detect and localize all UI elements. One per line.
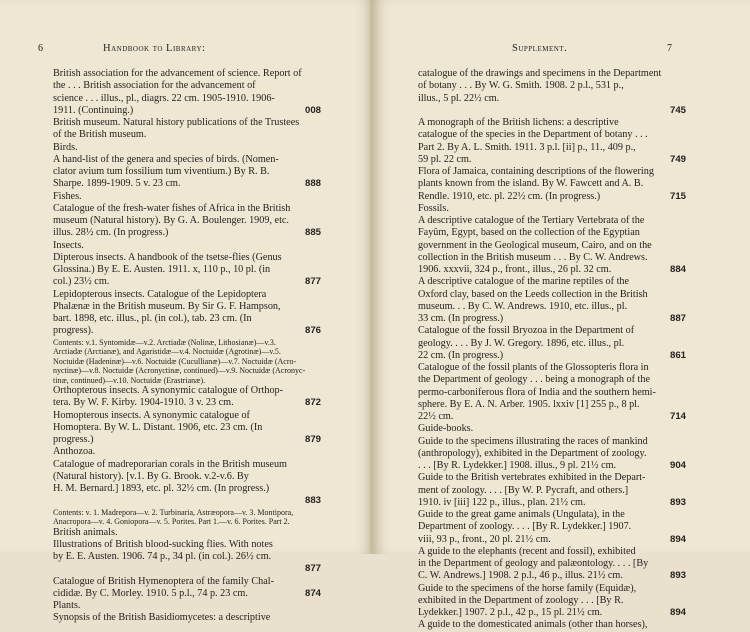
line-text: C. W. Andrews.] 1908. 2 p.l., 46 p., illus. 21½ cm. <box>418 570 623 582</box>
contents-note-line <box>53 347 321 357</box>
text-line <box>418 509 686 521</box>
text-line <box>418 497 686 509</box>
text-line <box>53 240 321 252</box>
line-text: Catalogue of the fresh-water fishes of Africa in the British <box>53 202 291 214</box>
line-text: Catalogue of madreporarian corals in the British museum <box>53 458 287 470</box>
line-text: 1906. xxxvii, 324 p., front., illus., 26 pl. 32 cm. <box>418 264 612 275</box>
text-line <box>418 252 686 264</box>
text-line <box>418 301 686 313</box>
call-number: 714 <box>669 411 686 422</box>
line-text: Lydekker.] 1907. 2 p.l., 42 p., 15 pl. 21½ cm. <box>418 607 603 618</box>
line-text: 22½ cm. <box>418 411 454 422</box>
page-number: 7 <box>667 43 672 54</box>
running-head: Supplement. <box>512 43 568 54</box>
line-text: British association for the advancement of science. Report of <box>53 68 302 79</box>
call-number: 893 <box>669 496 686 508</box>
line-text: Part 2. By A. L. Smith. 1911. 3 p.l. [ii] p., 11., 409 p., <box>418 141 636 153</box>
text-line <box>418 227 686 239</box>
line-text: by E. E. Austen. 1906. 74 p., 34 pl. (in col.). 26½ cm. <box>53 551 272 562</box>
text-line <box>53 289 321 301</box>
call-number: 885 <box>304 227 321 239</box>
call-number: 893 <box>669 570 686 582</box>
line-text: Homoptera. By W. L. Distant. 1906, etc. 23 cm. (In <box>53 421 263 433</box>
line-text: Contents: v. 1. Madrepora—v. 2. Turbinaria, Astræopora—v. 3. Montipora, <box>53 507 294 517</box>
line-text: Plants. <box>53 600 81 611</box>
line-text: permo-carboniferous flora of India and the southern hemi- <box>418 386 656 398</box>
call-number: 894 <box>669 607 686 618</box>
line-text: exhibited in the Department of zoology . . . [By R. <box>418 594 624 606</box>
line-text: A guide to the elephants (recent and fossil), exhibited <box>418 545 636 557</box>
call-number: 888 <box>304 178 321 190</box>
call-number: 879 <box>304 434 321 445</box>
line-text: of botany . . . By W. G. Smith. 1908. 2 p.l., 531 p., <box>418 80 624 92</box>
line-text: clator avium tum fossilium tum viventium.) By R. B. <box>53 166 270 177</box>
line-text: A guide to the domesticated animals (other than horses), <box>418 619 648 631</box>
call-number: 877 <box>304 276 321 288</box>
line-text: Guide-books. <box>418 423 474 435</box>
line-text: catalogue of the drawings and specimens in the Department <box>418 68 662 79</box>
line-text: Orthopterous insects. A synonymic catalogue of Orthop- <box>53 385 284 396</box>
line-text: Guide to the British vertebrates exhibited in the Depart- <box>418 472 646 484</box>
text-line <box>418 472 686 484</box>
line-text: H. M. Bernard.] 1893, etc. pl. 32½ cm. (In progress.) <box>53 483 270 494</box>
text-line <box>53 600 321 612</box>
text-column <box>53 68 321 625</box>
text-line <box>53 129 321 141</box>
text-line <box>53 178 321 190</box>
running-head: Handbook to Library: <box>103 43 206 54</box>
line-text: A descriptive catalogue of the Tertiary Vertebrata of the <box>418 215 645 226</box>
call-number: 894 <box>669 533 686 545</box>
text-line <box>418 460 686 472</box>
line-text: science . . . illus., pl., diagrs. 22 cm. 1905-1910. 1906- <box>53 92 275 104</box>
text-line <box>418 203 686 215</box>
line-text: . . . [By R. Lydekker.] 1908. illus., 9 pl. 21½ cm. <box>418 460 617 471</box>
text-line <box>53 264 321 276</box>
text-line <box>418 619 686 631</box>
text-line <box>53 313 321 325</box>
line-text: sphere. By E. A. N. Arber. 1905. lxxiv [1] 255 p., 8 pl. <box>418 398 640 410</box>
line-text: viii, 93 p., front., 20 pl. 21½ cm. <box>418 533 551 545</box>
line-text: museum (Natural history). By G. A. Boulenger. 1909, etc. <box>53 215 289 226</box>
text-line <box>418 607 686 619</box>
line-text: bart. 1898, etc. illus., pl. (in col.), tab. 23 cm. (In <box>53 313 252 324</box>
text-line <box>53 154 321 166</box>
text-line <box>53 527 321 539</box>
line-text: Contents: v.1. Syntomidæ—v.2. Arctiadæ (Nolinæ, Lithosianæ)—v.3. <box>53 337 276 347</box>
text-line <box>418 142 686 154</box>
contents-note-line <box>53 366 321 376</box>
line-text: ment of zoology. . . . [By W. P. Pycraft, and others.] <box>418 484 629 496</box>
text-line <box>418 154 686 166</box>
text-line <box>418 399 686 411</box>
line-text: Fayûm, Egypt, based on the collection of the Egyptian <box>418 227 640 239</box>
text-line <box>418 178 686 190</box>
call-number: 904 <box>669 460 686 471</box>
text-line <box>53 93 321 105</box>
line-text: Fossils. <box>418 202 449 214</box>
line-text: Anacropora—v. 4. Goniopora—v. 5. Porites. Part 1.—v. 6. Porites. Part 2. <box>53 517 290 526</box>
text-line <box>418 313 686 325</box>
line-text: col.) 23½ cm. <box>53 276 110 288</box>
line-text: in the Department of geology and palæontology. . . . [By <box>418 558 649 569</box>
text-line <box>53 301 321 313</box>
text-line <box>53 422 321 434</box>
line-text: Guide to the specimens illustrating the races of mankind <box>418 435 648 447</box>
text-line <box>53 539 321 551</box>
text-line <box>53 459 321 471</box>
text-line <box>53 385 321 397</box>
text-line <box>418 583 686 595</box>
text-line <box>418 546 686 558</box>
line-text: illus. 28½ cm. (In progress.) <box>53 227 169 239</box>
text-line <box>418 558 686 570</box>
line-text: 1911. (Continuing.) <box>53 104 134 116</box>
contents-note-line <box>53 357 321 367</box>
line-text: (anthropology), exhibited in the Department of zoology. <box>418 447 647 459</box>
text-line <box>53 410 321 422</box>
text-line <box>53 68 321 80</box>
text-line <box>418 350 686 362</box>
line-text: Catalogue of British Hymenoptera of the family Chal- <box>53 575 274 587</box>
text-line <box>53 495 321 507</box>
text-line <box>53 80 321 92</box>
line-text: Flora of Jamaica, containing descriptions of the flowering <box>418 166 654 177</box>
line-text: illus., 5 pl. 22½ cm. <box>418 92 500 104</box>
text-line <box>53 276 321 288</box>
line-text: museum. . . By C. W. Andrews. 1910, etc. illus., pl. <box>418 300 628 312</box>
line-text: Synopsis of the British Basidiomycetes: a descriptive <box>53 612 271 624</box>
line-text: Catalogue of the fossil Bryozoa in the Department of <box>418 325 635 337</box>
call-number: 745 <box>669 104 686 116</box>
text-column <box>418 68 686 632</box>
right-page <box>374 0 750 631</box>
line-text: collection in the British museum . . . By C. W. Andrews. <box>418 251 648 263</box>
line-text: Birds. <box>53 141 78 153</box>
line-text: tera. By W. F. Kirby. 1904-1910. 3 v. 23 cm. <box>53 397 234 409</box>
text-line <box>53 325 321 337</box>
text-line <box>418 80 686 92</box>
call-number: 874 <box>304 587 321 599</box>
line-text: government in the Geological museum, Cairo, and on the <box>418 239 652 251</box>
line-text: Phalænæ in the British museum. By Sir G. F. Hampson, <box>53 300 281 312</box>
text-line <box>53 576 321 588</box>
line-text: Catalogue of the fossil plants of the Glossopteris flora in <box>418 362 649 373</box>
text-line <box>418 423 686 435</box>
call-number: 883 <box>304 495 321 507</box>
text-line <box>53 397 321 409</box>
line-text: Department of zoology. . . . [By R. Lydekker.] 1907. <box>418 521 632 533</box>
page-number: 6 <box>38 43 43 54</box>
line-text: Guide to the great game animals (Ungulata), in the <box>418 509 625 520</box>
text-line <box>418 240 686 252</box>
text-line <box>53 471 321 483</box>
line-text: Guide to the specimens of the horse family (Equidæ), <box>418 582 637 594</box>
call-number: 887 <box>669 313 686 324</box>
line-text: Dipterous insects. A handbook of the tsetse-flies (Genus <box>53 251 282 263</box>
line-text: geology. . . . By J. W. Gregory. 1896, etc. illus., pl. <box>418 337 625 349</box>
text-line <box>53 191 321 203</box>
line-text: A hand-list of the genera and species of birds. (Nomen- <box>53 153 279 165</box>
text-line <box>418 105 686 117</box>
text-line <box>418 264 686 276</box>
line-text: A descriptive catalogue of the marine reptiles of the <box>418 276 630 288</box>
call-number: 008 <box>304 104 321 116</box>
text-line <box>418 191 686 203</box>
contents-note-line <box>53 517 321 527</box>
call-number: 749 <box>669 153 686 165</box>
call-number: 872 <box>304 397 321 409</box>
line-text: progress). <box>53 325 94 337</box>
text-line <box>53 105 321 117</box>
line-text: cididæ. By C. Morley. 1910. 5 p.l., 74 p. 23 cm. <box>53 587 248 599</box>
line-text: Homopterous insects. A synonymic catalogue of <box>53 409 250 421</box>
text-line <box>418 338 686 350</box>
line-text: Illustrations of British blood-sucking flies. With notes <box>53 538 273 550</box>
line-text: Glossina.) By E. E. Austen. 1911. x, 110 p., 10 pl. (in <box>53 264 271 275</box>
left-page <box>0 0 372 624</box>
line-text: 1910. iv [iii] 122 p., illus., plan. 21½ cm. <box>418 496 586 508</box>
line-text: Noctuidæ (Hadeninæ)—v.6. Noctuidæ (Cucullianæ)—v.7. Noctuidæ (Acro- <box>53 356 297 366</box>
text-line <box>418 436 686 448</box>
line-text: 33 cm. (In progress.) <box>418 313 504 324</box>
text-line <box>418 362 686 374</box>
text-line <box>418 534 686 546</box>
text-line <box>418 448 686 460</box>
call-number: 861 <box>669 349 686 361</box>
text-line <box>53 117 321 129</box>
line-text: Lepidopterous insects. Catalogue of the Lepidoptera <box>53 288 267 300</box>
text-line <box>418 276 686 288</box>
text-line <box>418 485 686 497</box>
text-line <box>418 411 686 423</box>
line-text: (Natural history). [v.1. By G. Brook. v.2-v.6. By <box>53 470 249 482</box>
call-number: 876 <box>304 325 321 337</box>
call-number: 884 <box>669 264 686 275</box>
text-line <box>418 166 686 178</box>
text-line <box>418 387 686 399</box>
line-text: British museum. Natural history publications of the Trustees <box>53 117 300 128</box>
line-text: Sharpe. 1899-1909. 5 v. 23 cm. <box>53 178 181 190</box>
text-line <box>418 289 686 301</box>
call-number: 715 <box>669 190 686 202</box>
text-line <box>418 374 686 386</box>
line-text: A monograph of the British lichens: a descriptive <box>418 117 619 128</box>
text-line <box>418 521 686 533</box>
text-line <box>418 93 686 105</box>
line-text: Fishes. <box>53 190 82 202</box>
line-text: Rendle. 1910, etc. pl. 22½ cm. (In progress.) <box>418 190 601 202</box>
line-text: progress.) <box>53 434 94 445</box>
line-text: Anthozoa. <box>53 446 96 458</box>
line-text: Insects. <box>53 239 84 251</box>
text-line <box>53 203 321 215</box>
line-text: British animals. <box>53 526 118 538</box>
line-text: tinæ, continued)—v.10. Noctuidæ (Erastrianæ). <box>53 375 206 385</box>
text-line <box>418 129 686 141</box>
text-line <box>418 570 686 582</box>
line-text: the Department of geology . . . being a monograph of the <box>418 374 650 386</box>
line-text: the . . . British association for the advancement of <box>53 80 256 92</box>
text-line <box>418 68 686 80</box>
line-text: of the British museum. <box>53 129 147 141</box>
contents-note-line <box>53 376 321 386</box>
text-line <box>418 117 686 129</box>
text-line <box>53 612 321 624</box>
text-line <box>53 434 321 446</box>
line-text: Arctiadæ (Arctianæ), and Agaristidæ—v.4. Noctuidæ (Agrotinæ)—v.5. <box>53 347 281 356</box>
call-number: 877 <box>304 563 321 575</box>
contents-note-line <box>53 508 321 518</box>
text-line <box>53 483 321 495</box>
contents-note-line <box>53 338 321 348</box>
text-line <box>53 551 321 563</box>
text-line <box>418 595 686 607</box>
text-line <box>53 215 321 227</box>
text-line <box>53 588 321 600</box>
text-line <box>418 215 686 227</box>
text-line <box>53 563 321 575</box>
line-text: catalogue of the species in the Department of botany . . . <box>418 129 648 141</box>
text-line <box>53 252 321 264</box>
line-text: nyctinæ)—v.8. Noctuidæ (Acronyctinæ, continued)—v.9. Noctuidæ (Acronyc- <box>53 366 306 375</box>
text-line <box>53 142 321 154</box>
text-line <box>53 166 321 178</box>
text-line <box>53 227 321 239</box>
text-line <box>418 325 686 337</box>
line-text: 59 pl. 22 cm. <box>418 153 472 165</box>
line-text: plants known from the island. By W. Fawcett and A. B. <box>418 178 644 190</box>
line-text: Oxford clay, based on the Leeds collection in the British <box>418 288 648 300</box>
line-text: 22 cm. (In progress.) <box>418 349 504 361</box>
text-line <box>53 446 321 458</box>
